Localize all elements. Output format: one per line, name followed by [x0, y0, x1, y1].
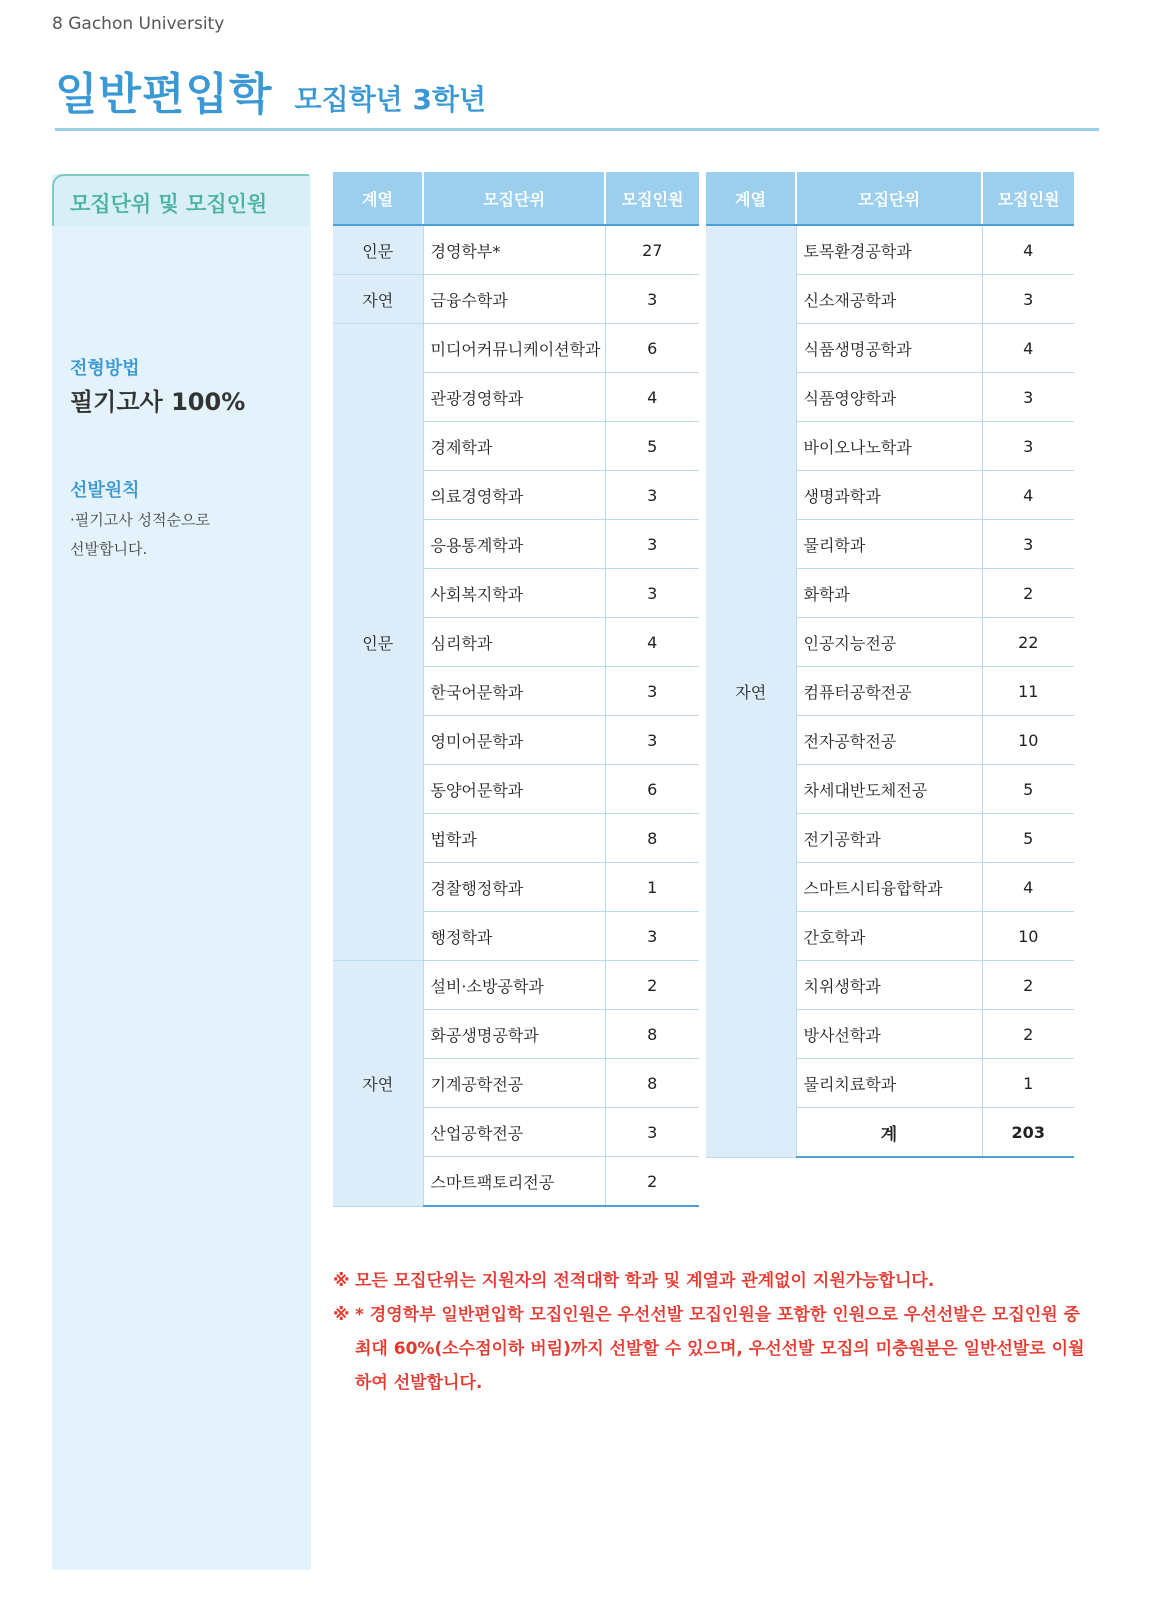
count-cell: 4 — [982, 225, 1074, 275]
count-cell: 8 — [605, 1059, 699, 1108]
unit-cell: 스마트시티융합학과 — [796, 863, 982, 912]
unit-cell: 식품영양학과 — [796, 373, 982, 422]
unit-cell: 물리치료학과 — [796, 1059, 982, 1108]
title-divider — [55, 128, 1099, 131]
total-label: 계 — [796, 1108, 982, 1158]
unit-cell: 식품생명공학과 — [796, 324, 982, 373]
count-cell: 3 — [982, 373, 1074, 422]
unit-cell: 컴퓨터공학전공 — [796, 667, 982, 716]
principle-text — [70, 506, 210, 564]
unit-cell: 미디어커뮤니케이션학과 — [423, 324, 605, 373]
count-cell: 5 — [982, 814, 1074, 863]
unit-cell: 방사선학과 — [796, 1010, 982, 1059]
unit-cell: 관광경영학과 — [423, 373, 605, 422]
principle-line-2: 선발합니다. — [70, 540, 148, 558]
count-cell: 5 — [605, 422, 699, 471]
category-cell: 자연 — [333, 275, 423, 324]
unit-cell: 화공생명공학과 — [423, 1010, 605, 1059]
unit-cell: 화학과 — [796, 569, 982, 618]
note-2 — [333, 1298, 1093, 1400]
count-cell: 22 — [982, 618, 1074, 667]
note-1 — [333, 1264, 1093, 1298]
unit-cell: 치위생학과 — [796, 961, 982, 1010]
count-cell: 2 — [982, 961, 1074, 1010]
count-cell: 4 — [605, 373, 699, 422]
unit-cell: 기계공학전공 — [423, 1059, 605, 1108]
unit-cell: 경영학부* — [423, 225, 605, 275]
header-count: 모집인원 — [982, 172, 1074, 225]
recruitment-table-left — [333, 172, 699, 1207]
count-cell: 3 — [605, 667, 699, 716]
title-main: 일반편입학 — [55, 69, 273, 120]
unit-cell: 한국어문학과 — [423, 667, 605, 716]
sidebar-header-text: 모집단위 및 모집인원 — [70, 192, 268, 216]
count-cell: 2 — [605, 1157, 699, 1207]
count-cell: 3 — [605, 716, 699, 765]
count-cell: 8 — [605, 1010, 699, 1059]
count-cell: 3 — [605, 520, 699, 569]
count-cell: 6 — [605, 765, 699, 814]
unit-cell: 전기공학과 — [796, 814, 982, 863]
count-cell: 4 — [982, 324, 1074, 373]
unit-cell: 심리학과 — [423, 618, 605, 667]
header-category: 계열 — [333, 172, 423, 225]
count-cell: 2 — [982, 1010, 1074, 1059]
note-text: * 경영학부 일반편입학 모집인원은 우선선발 모집인원을 포함한 인원으로 우선선발은 모집인원 중 최대 60%(소수점이하 버림)까지 선발할 수 있으며, 우선선발 모집의 미충원분은 일반선발로 이월하여 선발합니다. — [355, 1305, 1085, 1393]
count-cell: 5 — [982, 765, 1074, 814]
count-cell: 3 — [982, 275, 1074, 324]
table-row — [333, 961, 699, 1010]
principle-label: 선발원칙 — [70, 480, 140, 501]
unit-cell: 경제학과 — [423, 422, 605, 471]
note-text: 모든 모집단위는 지원자의 전적대학 학과 및 계열과 관계없이 지원가능합니다. — [355, 1271, 935, 1291]
unit-cell: 물리학과 — [796, 520, 982, 569]
recruitment-table-right — [706, 172, 1074, 1158]
sidebar — [52, 174, 311, 1570]
sidebar-header — [52, 174, 309, 226]
count-cell: 1 — [982, 1059, 1074, 1108]
count-cell: 11 — [982, 667, 1074, 716]
count-cell: 3 — [605, 1108, 699, 1157]
unit-cell: 전자공학전공 — [796, 716, 982, 765]
count-cell: 3 — [982, 520, 1074, 569]
title-sub: 모집학년 3학년 — [294, 83, 487, 116]
unit-cell: 경찰행정학과 — [423, 863, 605, 912]
table-row — [333, 225, 699, 275]
count-cell: 2 — [605, 961, 699, 1010]
unit-cell: 금융수학과 — [423, 275, 605, 324]
method-label: 전형방법 — [70, 358, 140, 379]
count-cell: 10 — [982, 716, 1074, 765]
unit-cell: 법학과 — [423, 814, 605, 863]
count-cell: 1 — [605, 863, 699, 912]
total-count: 203 — [982, 1108, 1074, 1158]
notes — [333, 1264, 1093, 1400]
unit-cell: 응용통계학과 — [423, 520, 605, 569]
header-category: 계열 — [706, 172, 796, 225]
unit-cell: 스마트팩토리전공 — [423, 1157, 605, 1207]
page-header — [52, 14, 224, 34]
count-cell: 2 — [982, 569, 1074, 618]
principle-line-1: ·필기고사 성적순으로 — [70, 511, 210, 529]
unit-cell: 신소재공학과 — [796, 275, 982, 324]
unit-cell: 설비·소방공학과 — [423, 961, 605, 1010]
unit-cell: 바이오나노학과 — [796, 422, 982, 471]
header-unit: 모집단위 — [423, 172, 605, 225]
table-header-row — [333, 172, 699, 225]
category-cell: 인문 — [333, 324, 423, 961]
count-cell: 10 — [982, 912, 1074, 961]
count-cell: 4 — [605, 618, 699, 667]
count-cell: 8 — [605, 814, 699, 863]
count-cell: 27 — [605, 225, 699, 275]
count-cell: 6 — [605, 324, 699, 373]
note-mark: ※ — [333, 1305, 350, 1325]
note-mark: ※ — [333, 1271, 350, 1291]
unit-cell: 행정학과 — [423, 912, 605, 961]
unit-cell: 산업공학전공 — [423, 1108, 605, 1157]
category-cell: 자연 — [333, 961, 423, 1207]
count-cell: 3 — [605, 569, 699, 618]
method-value: 필기고사 100% — [70, 388, 246, 416]
table-header-row — [706, 172, 1074, 225]
count-cell: 3 — [605, 471, 699, 520]
university-name: Gachon University — [68, 14, 225, 34]
table-row — [333, 324, 699, 373]
header-unit: 모집단위 — [796, 172, 982, 225]
page-number: 8 — [52, 14, 63, 34]
header-count: 모집인원 — [605, 172, 699, 225]
count-cell: 3 — [982, 422, 1074, 471]
unit-cell: 차세대반도체전공 — [796, 765, 982, 814]
count-cell: 4 — [982, 471, 1074, 520]
category-cell: 인문 — [333, 225, 423, 275]
unit-cell: 영미어문학과 — [423, 716, 605, 765]
unit-cell: 동양어문학과 — [423, 765, 605, 814]
unit-cell: 인공지능전공 — [796, 618, 982, 667]
count-cell: 3 — [605, 275, 699, 324]
table-row — [333, 275, 699, 324]
category-cell: 자연 — [706, 225, 796, 1157]
unit-cell: 간호학과 — [796, 912, 982, 961]
table-row — [706, 225, 1074, 275]
count-cell: 4 — [982, 863, 1074, 912]
unit-cell: 사회복지학과 — [423, 569, 605, 618]
count-cell: 3 — [605, 912, 699, 961]
page-title — [55, 58, 486, 122]
unit-cell: 의료경영학과 — [423, 471, 605, 520]
unit-cell: 토목환경공학과 — [796, 225, 982, 275]
unit-cell: 생명과학과 — [796, 471, 982, 520]
